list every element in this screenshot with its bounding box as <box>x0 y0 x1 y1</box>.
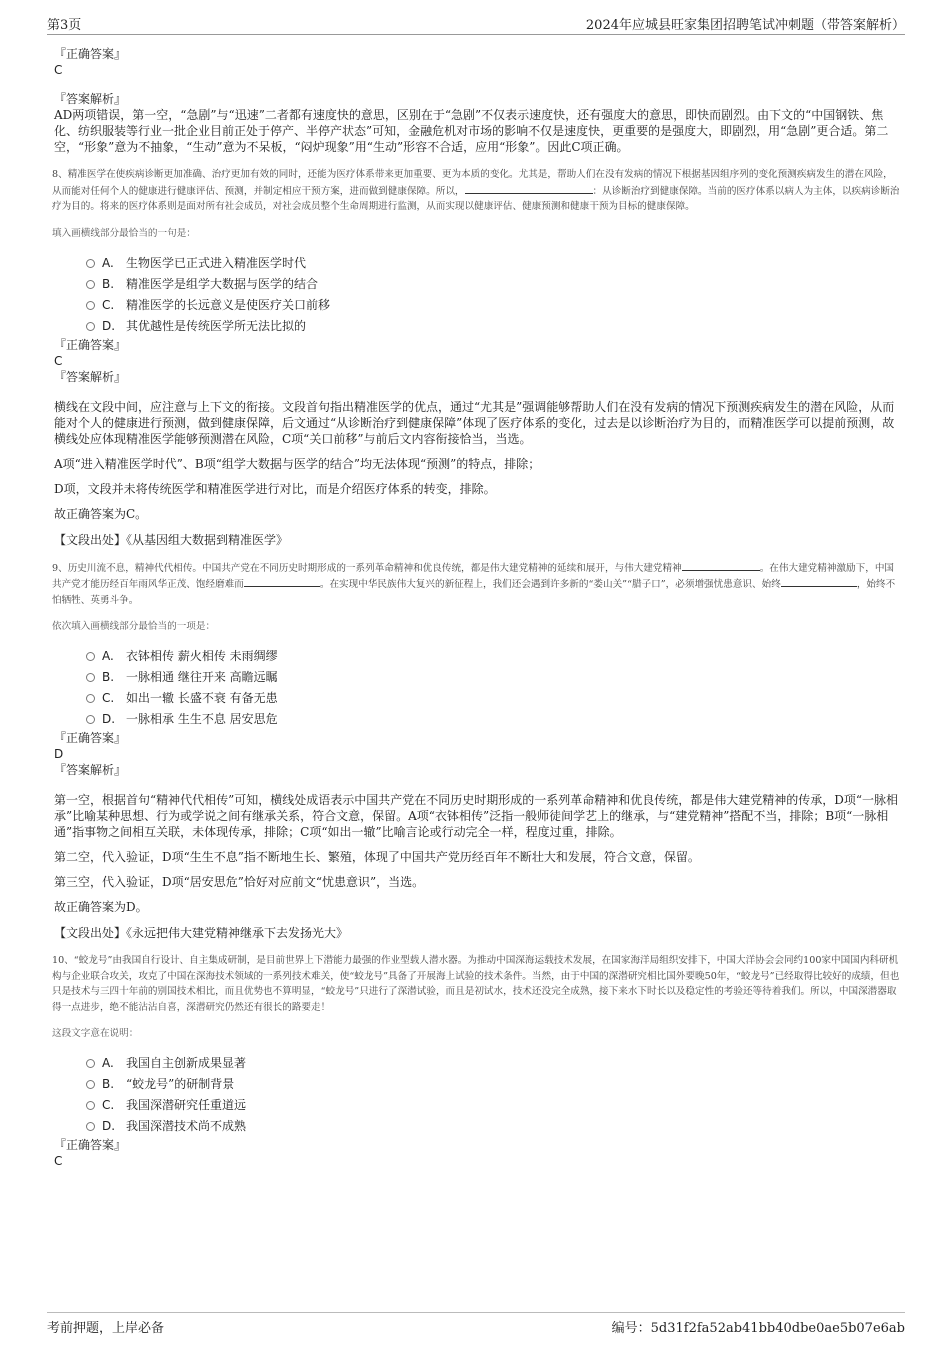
q8-explanation-4: 故正确答案为C。 <box>54 506 148 521</box>
radio-button[interactable] <box>86 259 95 268</box>
answer-label: 『正确答案』 <box>54 731 127 745</box>
q9-option-d[interactable]: D. 一脉相承 生生不息 居安思危 <box>86 709 902 730</box>
q9-answer-value: D <box>54 747 64 761</box>
radio-button[interactable] <box>86 652 95 661</box>
q10-option-a[interactable]: A. 我国自主创新成果显著 <box>86 1053 902 1074</box>
radio-button[interactable] <box>86 673 95 682</box>
explanation-label: 『答案解析』 <box>54 763 127 777</box>
radio-button[interactable] <box>86 1059 95 1068</box>
q9-explanation-2: 第二空，代入验证，D项“生生不息”指不断地生长、繁殖，体现了中国共产党历经百年不断壮大和发展，符合文意，保留。 <box>54 850 700 864</box>
q7-explanation: AD两项错误，第一空，“急剧”与“迅速”二者都有速度快的意思，区别在于“急剧”不仅表示速度快，还有强度大的意思，即快而剧烈。由下文的“中国钢铁、焦化、纺织服装等行业一批企业目前正处于停产、半停产状态”可知，金融危机对市场的影响不仅是速度快，更重要的是强度大，即剧烈，用“急剧”更合适。第二空，“形象”意为不抽象，“生动”意为不呆板，“闷炉现象”用“生动”形容不合适，应用“形象”。因此C项正确。 <box>54 108 889 154</box>
q8-answer-block <box>54 337 902 385</box>
page-footer <box>47 1312 905 1337</box>
footer-slogan: 考前押题，上岸必备 <box>47 1321 165 1336</box>
q8-explanation-1: 横线在文段中间，应注意与上下文的衔接。文段首句指出精准医学的优点，通过“尤其是”强调能够帮助人们在没有发病的情况下预测疾病发生的潜在风险，从而能对个人的健康进行预测，做到健康保障，后文通过“从诊断治疗到健康保障”体现了医疗体系的变化，过去是以诊断治疗为目的，而精准医学可以提前预测，故横线处应体现精准医学能够预测潜在风险，C项“关口前移”与前后文内容衔接恰当，当选。 <box>54 399 895 446</box>
q10-option-c[interactable]: C. 我国深潜研究任重道远 <box>86 1095 902 1116</box>
q8-option-a[interactable]: A. 生物医学已正式进入精准医学时代 <box>86 253 902 274</box>
q9-explanation-4: 故正确答案为D。 <box>54 900 148 914</box>
explanation-label: 『答案解析』 <box>54 92 127 106</box>
q10-prompt: 这段文字意在说明： <box>52 1028 139 1039</box>
explanation-label: 『答案解析』 <box>54 369 127 384</box>
answer-label: 『正确答案』 <box>54 337 127 352</box>
radio-button[interactable] <box>86 694 95 703</box>
q9-prompt: 依次填入画横线部分最恰当的一项是： <box>52 621 216 632</box>
q8-explanation-2: A项“进入精准医学时代”、B项“组学大数据与医学的结合”均无法体现“预测”的特点，排除； <box>54 456 541 471</box>
document-title: 2024年应城县旺家集团招聘笔试冲刺题（带答案解析） <box>585 18 905 33</box>
q8-stem-part2: ：从诊断治疗到健康保障。当前的医疗体系以病人为主体，以疾病诊断治疗为目的。将来的医疗体系则是面对所有社会成员，对社会成员整个生命周期进行监测，从而实现以健康评估、健康预测和健康干预为目标的健康保障。 <box>52 185 900 212</box>
answer-label: 『正确答案』 <box>54 1138 127 1152</box>
q10-answer-value: C <box>54 1154 63 1168</box>
q9-explanation-1: 第一空，根据首句“精神代代相传”可知，横线处成语表示中国共产党在不同历史时期形成的一系列革命精神和优良传统，都是伟大建党精神的传承，D项“一脉相承”比喻某种思想、行为或学说之间有继承关系，符合文意，保留。A项“衣钵相传”泛指一般师徒间学艺上的继承，与“建党精神”搭配不当，排除；B项“一脉相通”指事物之间相互关联，未体现传承，排除；C项“如出一辙”比喻言论或行动完全一样，程度过重，排除。 <box>54 793 899 839</box>
q8-option-b[interactable]: B. 精准医学是组学大数据与医学的结合 <box>86 274 902 295</box>
radio-button[interactable] <box>86 715 95 724</box>
q8-explanation-3: D项，文段并未将传统医学和精准医学进行对比，而是介绍医疗体系的转变，排除。 <box>54 481 496 496</box>
q9-blank-3 <box>781 576 857 587</box>
q10-option-b[interactable]: B. “蛟龙号”的研制背景 <box>86 1074 902 1095</box>
q10-stem: 10、“蛟龙号”由我国自行设计、自主集成研制，是目前世界上下潜能力最强的作业型载人潜水器。为推动中国深海运载技术发展，在国家海洋局组织安排下，中国大洋协会会同约100家中国国内科研机构与企业联合攻关，攻克了中国在深海技术领域的一系列技术难关，使“蛟龙号”具备了开展海上试验的技术条件。当然，由于中国的深潜研究相比国外要晚50年，“蛟龙号”已经取得比较好的成绩，但也只是技术与三四十年前的别国技术相比，而且优势也不算明显，“蛟龙号”只进行了深潜试验，而且是初试水，技术还没完全成熟，接下来水下时长以及稳定性的考验还等待着我们。所以，中国深潜器取得一点进步，绝不能沾沾自喜，深潜研究仍然还有很长的路要走！ <box>52 955 900 1013</box>
answer-label: 『正确答案』 <box>54 47 127 61</box>
q9-explanation-3: 第三空，代入验证，D项“居安思危”恰好对应前文“忧患意识”，当选。 <box>54 875 425 889</box>
q9-option-a[interactable]: A. 衣钵相传 薪火相传 未雨绸缪 <box>86 646 902 667</box>
q8-stem-part1: 8、精准医学在使疾病诊断更加准确、治疗更加有效的同时，还能为医疗体系带来更加重要、更为本质的变化。尤其是，帮助人们在没有发病的情况下根据基因组序列的变化预测疾病发生的潜在风险，从而能对任何个人的健康进行健康评估、预测，并制定相应干预方案，进而做到健康保障。所以， <box>52 169 893 197</box>
q10-answer-block <box>54 1137 902 1169</box>
q9-option-c[interactable]: C. 如出一辙 长盛不衰 有备无患 <box>86 688 902 709</box>
page-number: 第3页 <box>47 18 82 33</box>
radio-button[interactable] <box>86 301 95 310</box>
q10-option-d[interactable]: D. 我国深潜技术尚不成熟 <box>86 1116 902 1137</box>
page-content <box>52 46 902 1169</box>
q8-option-c[interactable]: C. 精准医学的长远意义是使医疗关口前移 <box>86 295 902 316</box>
document-id: 编号：5d31f2fa52ab41bb40dbe0ae5b07e6ab <box>611 1321 905 1336</box>
q7-explanation-block <box>54 91 902 107</box>
q9-blank-2 <box>244 576 320 587</box>
q9-options <box>86 646 902 730</box>
q9-stem: 9、历史川流不息，精神代代相传。中国共产党在不同历史时期形成的一系列革命精神和优良传统，都是伟大建党精神的延续和展开，与伟大建党精神 。在伟大建党精神激励下，中国共产党才能历经百年雨风华正茂、饱经磨难而 。在实现中华民族伟大复兴的新征程上，我们还会遇到许多新的“娄山关”“腊子口”，必须增强忧患意识、始终 ，始终不怕牺牲、英勇斗争。 <box>52 560 902 609</box>
radio-button[interactable] <box>86 1080 95 1089</box>
q8-options <box>86 253 902 337</box>
q9-answer-block <box>54 730 902 778</box>
q7-answer-value: C <box>54 63 63 77</box>
q10-options <box>86 1053 902 1137</box>
q8-stem <box>52 167 902 215</box>
radio-button[interactable] <box>86 1101 95 1110</box>
q8-source: 【文段出处】《从基因组大数据到精准医学》 <box>54 532 289 547</box>
q9-source: 【文段出处】《永远把伟大建党精神继承下去发扬光大》 <box>54 926 349 940</box>
q8-blank <box>465 183 593 194</box>
page-header <box>47 12 905 35</box>
q8-option-d[interactable]: D. 其优越性是传统医学所无法比拟的 <box>86 316 902 337</box>
radio-button[interactable] <box>86 280 95 289</box>
radio-button[interactable] <box>86 1122 95 1131</box>
radio-button[interactable] <box>86 322 95 331</box>
q8-answer-value: C <box>54 353 63 368</box>
q8-prompt: 填入画横线部分最恰当的一句是： <box>52 227 196 239</box>
q9-blank-1 <box>682 560 760 571</box>
q7-answer-block <box>54 46 902 78</box>
q9-option-b[interactable]: B. 一脉相通 继往开来 高瞻远瞩 <box>86 667 902 688</box>
